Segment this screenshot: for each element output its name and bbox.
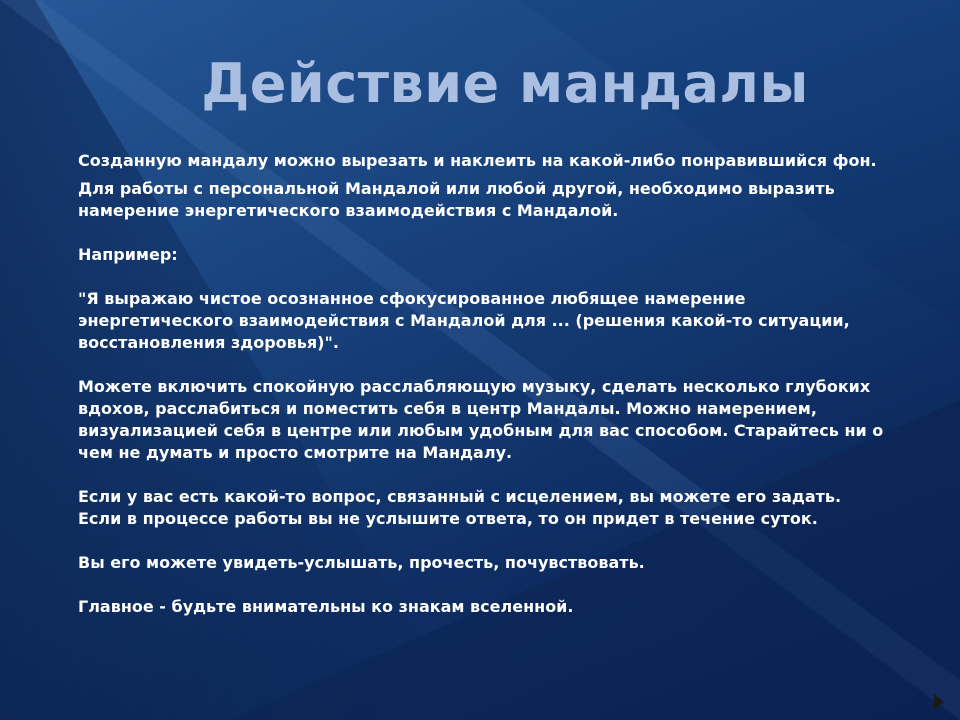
- paragraph-cut-out: Созданную мандалу можно вырезать и наклеить на какой-либо понравившийся фон.: [78, 151, 877, 170]
- slide-title: Действие мандалы: [201, 52, 809, 115]
- spacer: [78, 222, 898, 244]
- paragraph-instructions: Можете включить спокойную расслабляющую музыку, сделать несколько глубоких вдохов, расслабиться и поместить себя в центр Мандалы. Можно намерением, визуализацией себя в центре или любым удобным для вас способом. Старайтесь ни о чем не думать и просто смотрите на Мандалу.: [78, 377, 884, 462]
- paragraph-main-point: Главное - будьте внимательны ко знакам вселенной.: [78, 597, 574, 616]
- paragraph-perception: Вы его можете увидеть-услышать, прочесть, почувствовать.: [78, 553, 645, 572]
- spacer: [78, 574, 898, 596]
- paragraph-intention: Для работы с персональной Мандалой или любой другой, необходимо выразить намерение энергетического взаимодействия с Мандалой.: [78, 179, 835, 220]
- chevron-right-icon[interactable]: [934, 694, 944, 710]
- spacer: [78, 530, 898, 552]
- spacer: [78, 266, 898, 288]
- paragraph-example-label: Например:: [78, 245, 178, 264]
- paragraph-question: Если у вас есть какой-то вопрос, связанный с исцелением, вы можете его задать.: [78, 487, 842, 506]
- slide-body: [78, 150, 898, 618]
- spacer: [78, 354, 898, 376]
- paragraph-answer-timing: Если в процессе работы вы не услышите ответа, то он придет в течение суток.: [78, 509, 818, 528]
- spacer: [78, 464, 898, 486]
- paragraph-example-quote: "Я выражаю чистое осознанное сфокусированное любящее намерение энергетического взаимодействия с Мандалой для ... (решения какой-то ситуации, восстановления здоровья)".: [78, 289, 850, 352]
